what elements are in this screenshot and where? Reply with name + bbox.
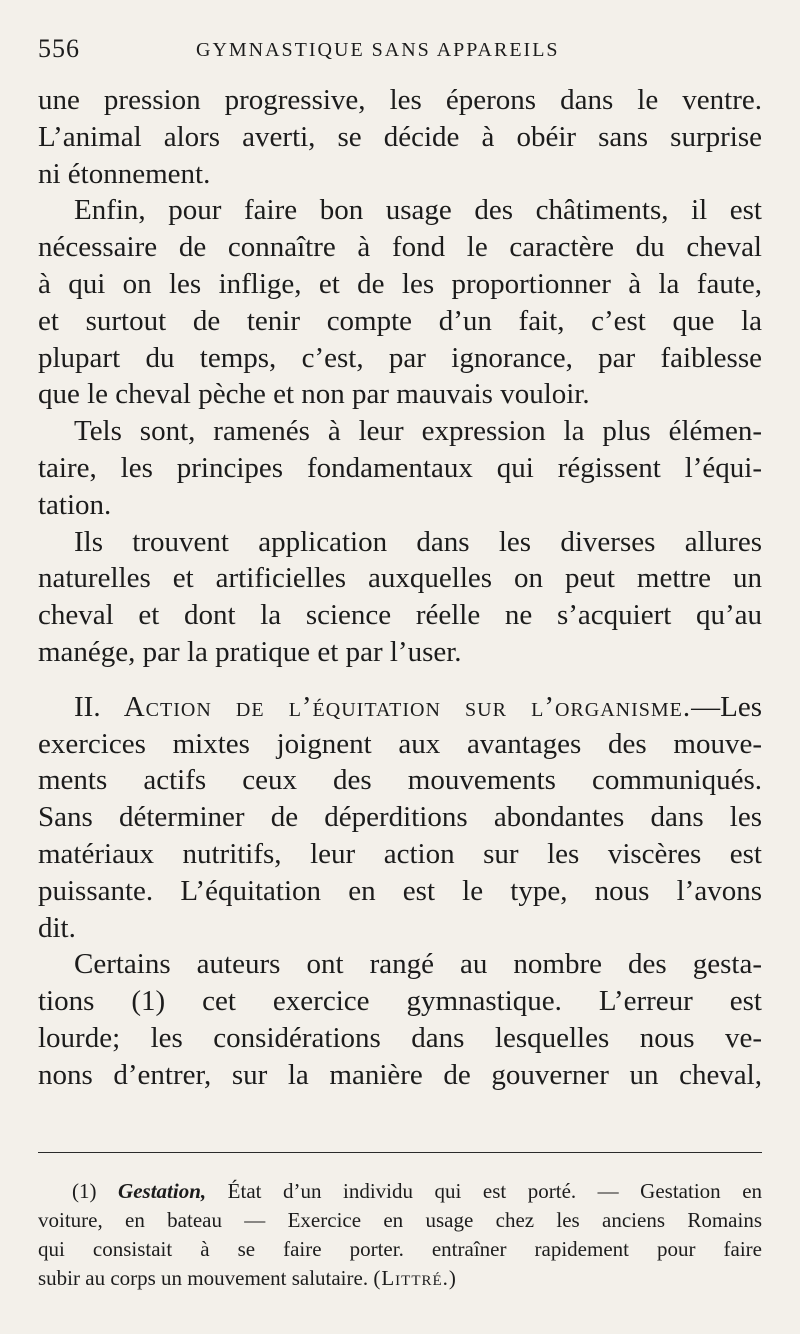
footnote-text: subir au corps un mouvement salutaire.	[38, 1266, 369, 1290]
text-line: Certains auteurs ont rangé au nombre des gesta-	[74, 948, 762, 981]
section-dash: —	[691, 690, 721, 723]
text-line: une pression progressive, les éperons dans le ventre.	[38, 84, 762, 116]
text-line: que le cheval pèche et non par mauvais vouloir.	[38, 378, 590, 411]
text-line: nons d’entrer, sur la manière de gouverner un cheval,	[38, 1058, 762, 1091]
text-line: manége, par la pratique et par l’user.	[38, 635, 462, 668]
text-line: et surtout de tenir compte d’un fait, c’est que la	[38, 304, 762, 337]
footnote-line	[38, 1177, 762, 1206]
text-line: nécessaire de connaître à fond le caractère du cheval	[38, 231, 762, 264]
section-first-word: Les	[720, 690, 762, 723]
text-line: Sans déterminer de déperditions abondantes dans les	[38, 801, 762, 834]
running-title: GYMNASTIQUE SANS APPAREILS	[196, 39, 560, 61]
text-line: ments actifs ceux des mouvements communiqués.	[38, 764, 762, 797]
footnote-source: (Littré.)	[373, 1266, 457, 1290]
text-line: tation.	[38, 488, 112, 521]
text-line: plupart du temps, c’est, par ignorance, par faiblesse	[38, 341, 762, 374]
section-title: Action de l’équitation sur l’organisme.	[123, 690, 692, 723]
footnote-divider	[38, 1152, 762, 1153]
text-line: à qui on les inflige, et de les proportionner à la faute,	[38, 267, 762, 300]
footnote-line: voiture, en bateau — Exercice en usage chez les anciens Romains	[38, 1208, 762, 1232]
book-page	[38, 28, 762, 1094]
text-line: puissante. L’équitation en est le type, nous l’avons	[38, 874, 762, 907]
text-line: Ils trouvent application dans les diverses allures	[74, 525, 762, 558]
text-line: ni étonnement.	[38, 157, 211, 190]
text-line: lourde; les considérations dans lesquelles nous ve-	[38, 1021, 762, 1054]
footnote-text: État d’un individu qui est porté. — Gestation en	[227, 1179, 763, 1203]
text-line: dit.	[38, 911, 76, 944]
page-number: 556	[38, 34, 80, 63]
text-line: cheval et dont la science réelle ne s’acquiert qu’au	[38, 599, 762, 632]
text-line: taire, les principes fondamentaux qui régissent l’équi-	[38, 451, 762, 484]
section-heading	[38, 689, 762, 726]
footnote-line	[38, 1264, 762, 1293]
text-line: exercices mixtes joignent aux avantages des mouve-	[38, 727, 762, 760]
page-header	[38, 28, 762, 70]
footnote-marker: (1)	[72, 1179, 97, 1203]
text-line: naturelles et artificielles auxquelles on peut mettre un	[38, 562, 762, 595]
text-line: matériaux nutritifs, leur action sur les viscères est	[38, 837, 762, 870]
section-number: II.	[74, 690, 101, 723]
text-line: Enfin, pour faire bon usage des châtiments, il est	[74, 194, 762, 227]
footnote	[38, 1177, 762, 1293]
text-line: Tels sont, ramenés à leur expression la plus élémen-	[74, 415, 762, 448]
footnote-term: Gestation,	[118, 1179, 207, 1203]
main-text	[38, 82, 762, 1094]
text-line: tions (1) cet exercice gymnastique. L’erreur est	[38, 985, 762, 1018]
section-spacer	[38, 671, 762, 689]
text-line: L’animal alors averti, se décide à obéir sans surprise	[38, 120, 762, 153]
footnote-line: qui consistait à se faire porter. entraîner rapidement pour faire	[38, 1237, 762, 1261]
